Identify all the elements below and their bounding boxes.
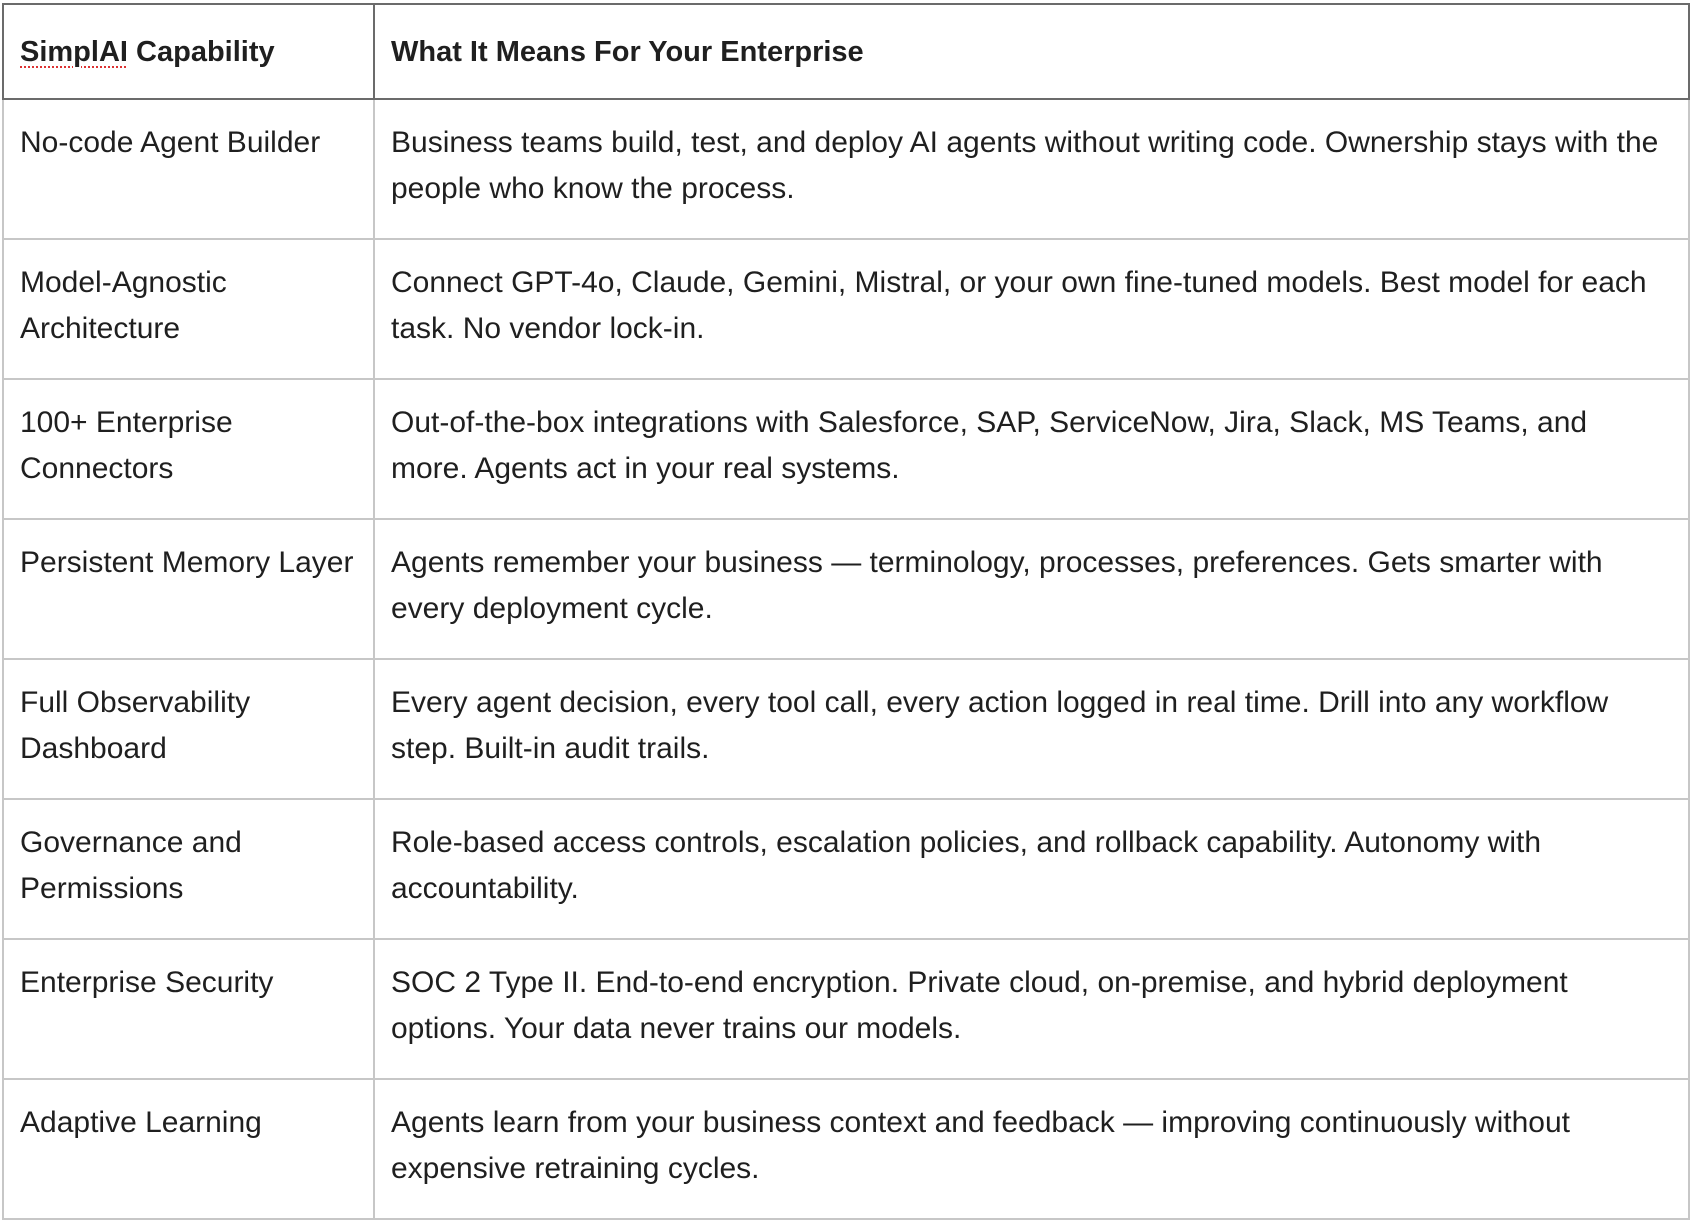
- capability-cell: Persistent Memory Layer: [3, 519, 374, 659]
- capability-cell: Full Observability Dashboard: [3, 659, 374, 799]
- capability-cell: 100+ Enterprise Connectors: [3, 379, 374, 519]
- capability-table: [2, 3, 1690, 1220]
- table-header: [3, 4, 1689, 99]
- capability-cell: No-code Agent Builder: [3, 99, 374, 239]
- meaning-cell: Out-of-the-box integrations with Salesforce, SAP, ServiceNow, Jira, Slack, MS Teams, and more. Agents act in your real systems.: [374, 379, 1689, 519]
- table-row: [3, 239, 1689, 379]
- meaning-cell: SOC 2 Type II. End-to-end encryption. Private cloud, on-premise, and hybrid deployment options. Your data never trains our models.: [374, 939, 1689, 1079]
- meaning-cell: Agents remember your business — terminology, processes, preferences. Gets smarter with every deployment cycle.: [374, 519, 1689, 659]
- table-body: [3, 99, 1689, 1219]
- table-row: [3, 799, 1689, 939]
- meaning-cell: Business teams build, test, and deploy AI agents without writing code. Ownership stays with the people who know the process.: [374, 99, 1689, 239]
- meaning-cell: Agents learn from your business context and feedback — improving continuously without expensive retraining cycles.: [374, 1079, 1689, 1219]
- table-row: [3, 659, 1689, 799]
- table-row: [3, 99, 1689, 239]
- table-row: [3, 379, 1689, 519]
- header-brand-word: SimplAI: [20, 35, 128, 68]
- capability-cell: Adaptive Learning: [3, 1079, 374, 1219]
- meaning-cell: Connect GPT-4o, Claude, Gemini, Mistral, or your own fine-tuned models. Best model for each task. No vendor lock-in.: [374, 239, 1689, 379]
- table-row: [3, 519, 1689, 659]
- header-capability: [3, 4, 374, 99]
- capability-cell: Governance and Permissions: [3, 799, 374, 939]
- meaning-cell: Role-based access controls, escalation policies, and rollback capability. Autonomy with accountability.: [374, 799, 1689, 939]
- table-row: [3, 939, 1689, 1079]
- header-capability-word: Capability: [136, 35, 275, 68]
- table-row: [3, 1079, 1689, 1219]
- meaning-cell: Every agent decision, every tool call, every action logged in real time. Drill into any workflow step. Built-in audit trails.: [374, 659, 1689, 799]
- capability-cell: Enterprise Security: [3, 939, 374, 1079]
- capability-cell: Model-Agnostic Architecture: [3, 239, 374, 379]
- header-meaning: What It Means For Your Enterprise: [374, 4, 1689, 99]
- header-row: [3, 4, 1689, 99]
